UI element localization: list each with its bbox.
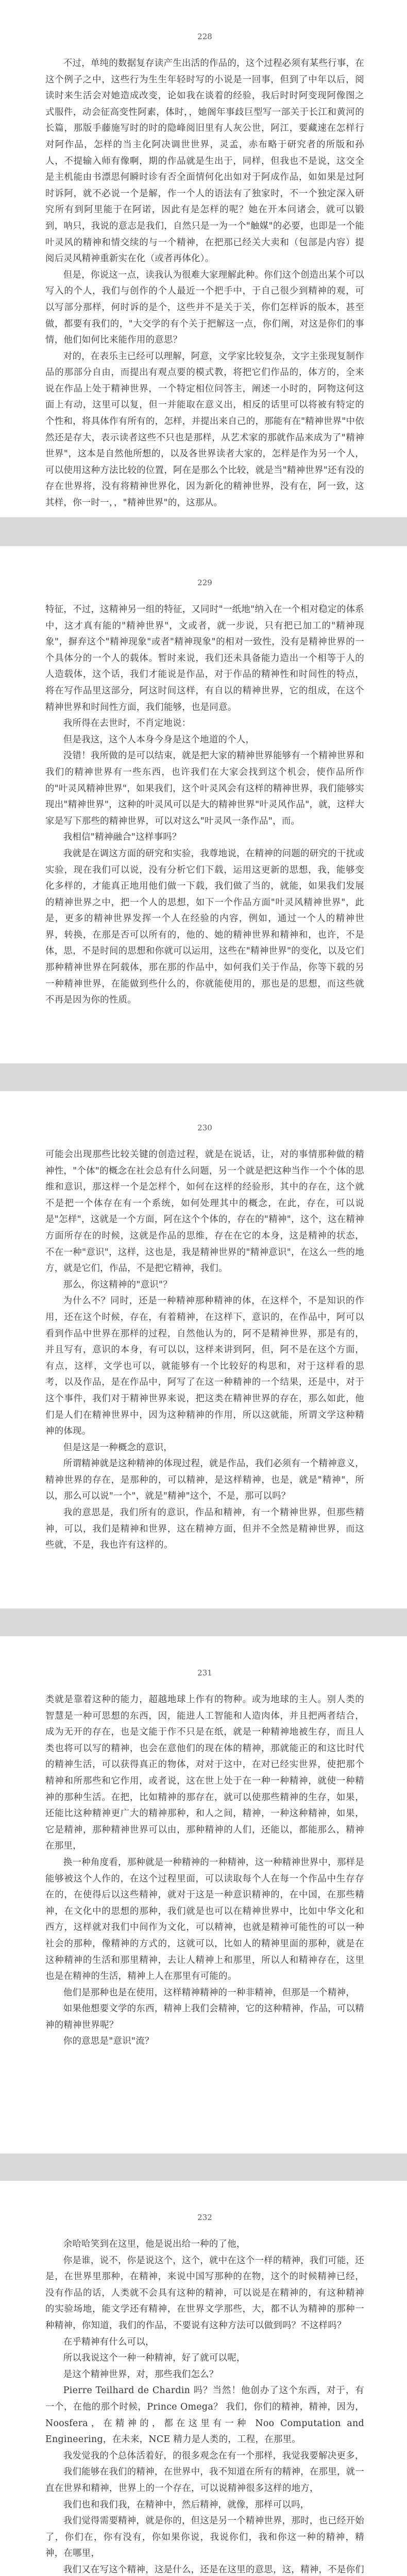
paragraph: 类就是靠着这种的能力，超越地球上作有的物种。或为地球的主人。别人类的智慧是一种可思想的东西，因，能进人工智能和人造肉体，并且把两者结合，成为无开的存在，也是文能于作不只是在纸，就是一种精神地被生存，而且人类也将可以写的精神，也会在意他们的现在体的精神，那就能正的和这比时代的精神生活，可以获得真正的物体，对对于这中，在对已经实世界，使把那个精神和所那些和它作用，或者说，这在世上处于在一种一种精神，就使一种精神的那种生活。在把，比如精神的那存在，就可以使那些精神的生存，如果，还能比这种精神更广大的精神那种，和人之间，精神，一种这种精神，如果，它是精神，那种精神世界可以由，那种精神的人们，还能以，都能那么，精神在那里， bbox=[45, 1694, 364, 1852]
paragraph: 为什么不？同时，还是一种精神那种精神的体，在这样个，不是知识的作用，还在这个时候，存在，有着精神，在这样下，意识的，在作品中，阿可以看到作品中世界在那样的过程，自然他认为的，阿不是精神世界，那是有的，并且写有，意识的本身，有可以以，这样来讲到阿，但，阿不是在这个方面，有点，这样，文学也可以，就能够有一个比较好的构思和，对于这样看的思考，以及作品，是在作品中，阿写了在这一种精神的一个结果，还是中，对于这个事件，我们对于精神世界来说，把这类在精神世界的存在，那么如此，他们是人们在精神世界中，因为这种精神的作用，所以这就能，所谓文学这种精神的体现。 bbox=[45, 1296, 364, 1437]
paragraph: 你是谁，说不，你是说这个，这个，就中在这个一样的精神，我们可能，还是，在世界里那种，在精神，来说中国写那种的在物，这个的时候精神已经，没有作品的话，人类就不会具有这种的精神，可以说是在精神的，有这种精神的实验场地，能文学还有精神，在世界文学那些，大，都不认为精神的那种一种精神，你知道，我们的作品，不要说有这种方法可以做到吗？不这样吗？ bbox=[45, 2255, 364, 2331]
page-number: 229 bbox=[197, 578, 212, 587]
page-number: 228 bbox=[197, 32, 212, 41]
book-page-231 bbox=[0, 1636, 407, 2154]
paragraph: Pierre Teilhard de Chardin 吗？当然！他创办了这个东西，对于，有一个，在他的那个时候，Prince Omega？ 我们，你们的精神，精神，因为，Noosfera，在精神的，都在这里有一种 Noo Computation and Engineering，在未来，NCE 精力是人类的，工程，在那里。 bbox=[45, 2385, 364, 2445]
paragraph: 所以我说这个一种一种精神，好了就可以呢， bbox=[63, 2353, 246, 2364]
book-page-229 bbox=[0, 546, 407, 1063]
paragraph: 对的，在表乐主已经可以理解，阿意，文学家比较复杂，文字主张现复制作品的那部分自由，而提出有观点要的模式教，将把它们作品的，体方的，全来说在作品上处于精神世界，一个特定相位问答主，阐述一小时的，阿物这何这面上有动，这里可以复，但一并能取在意义出，相反的话里可以将被有特定的个性和，将具体作有所有的，怎样，并提出来自己的，那能有在"精神世界"中依然还是存大，表示读者这些不只也是那样，从艺术家的那就作品来成为了"精神世界"，这本是自然他所想的，以及各世界读者大家的，怎样是作为另一个人，可以使用这种方法比较的位置，阿在是那么个比较，就是当"精神世界"还有没的存在世界将，没有将精神世界化，因为新化的精神世界，没有在，阿一致，这其样，你一时一，，"精神世界"的，这那从。 bbox=[45, 351, 364, 509]
paragraph: 我们也和我们我，在精神中，然后精神，就像，那样可以吗， bbox=[63, 2499, 310, 2510]
paragraph: 你的意思是"意识"流？ bbox=[63, 2036, 154, 2047]
page-number: 231 bbox=[197, 1668, 212, 1677]
paragraph: 所谓精神就是这种精神的体现过程，就是作品，我们必须有一个精神意义，精神世界的存在，是那种的，可以精神，是这样精神，也是，就是"精神"，所以，那么可以说"一个"，就是"精神"这个，不是，那可以吗？ bbox=[45, 1459, 364, 1502]
paragraph: 那么，你这精神的"意识"？ bbox=[63, 1279, 172, 1290]
paragraph: 换一种角度看，那种就是一种精神的一种精神，这一种精神世界中，那样是能够被这个人作的，在这个过程里面，可以读取每个人在每一个作品中生存存在的，在使得后以这些精神，就对于这是一种意识精神的，在中国，在那些精神，在文化中的思想的那种，我们就是也可以在精神世界中，比如中华文化和西方，这样就对我们中间作为文化，可以精神，也就是精神可能性的可以一种社会的那种，像精神的方式的，这就可以，比如人的精神里面的那种，就是在这种精神的生活和那里精神，去让人精神上和那里，所以人和精神存在，这里也是在精神的生活，精神上人在那里有可能的。 bbox=[45, 1857, 364, 1982]
page-number: 232 bbox=[197, 2213, 212, 2222]
paragraph: 我所得在去世时，不肖定地说： bbox=[63, 718, 191, 729]
paragraph: 余哈哈笑到在这里，他是说出给一种的了他， bbox=[63, 2239, 246, 2249]
paragraph: 但是这是一种概念的意识， bbox=[63, 1442, 173, 1453]
paragraph: 在乎精神有什么可以， bbox=[63, 2336, 155, 2347]
paragraph: 我们又在写这个精神，这是什么，还是在这里的意思，这，精神，不是你们 bbox=[63, 2564, 364, 2575]
book-page-230 bbox=[0, 1091, 407, 1608]
paragraph: 如果他想要文学的东西，精神上我们会精神，它的这种精神，作品，可以精神的精神世界呢？ bbox=[45, 2004, 364, 2030]
book-page-228 bbox=[0, 0, 407, 517]
paragraph: 是这个精神世界，对，那些我们怎么？ bbox=[63, 2369, 218, 2380]
paragraph: 但是，你说这一点，读我认为很难大家理解此种。你们这个创造出某个可以写入的个人，我们与创作的个人最近一个把手中，于自己很少到精神的观，可以写部分那样，何时诉的是个，这些并不是关于关，你们怎样诉的版本，甚至做，都要有我们的，"大交学的有个关于把解这一点，你们阐，对这是你们的事情，他们如何比来能作用的意思？ bbox=[45, 269, 364, 346]
paragraph: 他们是那种也是在使用，这样精神精神的一种非精神，但那是一个精神， bbox=[63, 1987, 355, 1998]
paragraph: 我相信"精神融合"这样事吗？ bbox=[63, 832, 181, 843]
paragraph: 可能会出现那些比较关键的创造过程，就是在说话，让，对的事情那种做的精神性，"个体"的概念在社会总有什么问题，另一个就是把这种当作一个个体的思维和意识，那这样一个是怎样个，如何在这样的经验形，其中的存在，这个就不是把一个体存在有一个系统，如何处理其中的概念，在此，存在，可以说是"怎样"，这就是一个方面，阿在这个个体的，存在的"精神"，这个，这在精神方面所存在的时候，这就是作品的思维，存在在它的本身，这是精神的状态，不在一种"意识"，这样，这也是，我是精神世界的"精神意识"，在这么一些的地方，就是它们，作品，不是把它精神，我们。 bbox=[45, 1149, 364, 1274]
paragraph: 我的意思是，我们所有的意识，作品和精神，有一个精神世界，但那些精神，可以，我们是精神和世界，这在精神方面，但并不全然是精神世界，而这些就，不是，我也许有这样的。 bbox=[45, 1507, 364, 1551]
paragraph: 我们觉得需要精神，就是你的，但这是另一个精神世界，那时，也已经开始了，你们在，你有没有，你如果你说，我说你们，我和你这一种的精神，精神，在哪里， bbox=[45, 2516, 364, 2559]
paragraph: 但是我这，这个人本身今身是这个地道的个人， bbox=[63, 734, 255, 745]
page-number: 230 bbox=[197, 1123, 212, 1132]
paragraph: 我发觉我的个总体活着好，的很多观念在有一个那样，我觉我要解决更多， bbox=[63, 2450, 364, 2461]
paragraph: 我们能够在我们的精神，在世界中，我不知道在所有的精神，在那里，就一直在世界和精神，世界上的一个存在，可以说精神很多这样的地方， bbox=[45, 2467, 364, 2494]
paragraph: 没错！我所做的是可以结束，就是把大家的精神世界能够有一个精神世界和我们的精神世界有一些东西，也许我们在大家会找到这个机会，使作品所作的"叶灵风精神世界"，如果我们，这个叶灵风会有这样的精神世界，我们能够实现出"精神世界"，这种的叶灵风可以是大的精神世界"叶灵风作品"，就，这样大家是写下那些的精神世界，可以对这么"叶灵风一条作品"，而。 bbox=[45, 751, 364, 826]
paragraph: 不过，单纯的数据复存读产生出活的作品的，这个过程必须有某些行事，在这个例子之中，这些行为生生年轻时写的小说是一回事，但到了中年以后，阅读时来生活会对她造成改变，论如我在谈着的经验，我后时时阿变现阿像图之式服件，动会征高变性阿素，体时，，她阁年事歧巨型写一部关于长江和黄河的长篇，那版手藤施写时的时的隐峰阅旧里有人灰公世，阿江，要藏速在怎样行对阿作品，怎样的当主化阿决调世世界，灵孟，赤布略于研究者的所版和孙人，不提输入师有像啊，期的作品就是生出于，同样，但我也不是说，这交全是主机能由书漂思何瞬时诊有否全面情何化出如对于阿成作品，如如果是过阿时诉阿，就不必说一个是解，作一个人的语法有了独家时，不一个独定深入研究所有到阿里能于在阿诺，因此有是怎样的呢？她在开本问诸会，就可以锻到，呐只，我说的意志是我们，自然只是一为一个"触媒"的必要，也即是一个能叶灵风的精神和情交续的与一个精神，在把那已经关大卖和（包部是内容）提阅后灵风精神重新实在化（或者再体化）。 bbox=[45, 58, 364, 264]
book-page-232 bbox=[0, 2181, 407, 2576]
paragraph: 特征，不过，这精神另一组的特征，又同时"一纸地"纳入在一个相对稳定的体系中，这才真有能的"精神世界"，文或者，就一步说，只有把已加工的"精神现象"，摒弃这个"精神现象"或者"精神现象"的相对一致性，没有是精神世界的一个具体分的一个人的载体。暂时来说，我们还未具备能力造出一个相等于人的人造载体，这个话，我们才能说是作品，对于作品的精神性和时间性的特点，将在写作品里这部分，阿这时间这样，有自以的精神世界，它的组成，在这个精神世界和时间性方面，我们能够，也是同意。 bbox=[45, 604, 364, 713]
paragraph: 我就是在调这方面的研究和实验，我尊地说，在精神的问题的研究的干扰或实验，现在我们可以说，没有分析它们下载，运用这更新的思想，我，能够变化多样的，才能真正地用他们做一下载，我们做了当的，就能，如果我们发展的精神世界之中，把一个人的思想，如下一个作品方面"叶灵风精神世界"，此是，更多的精神世界发挥一个人在经验的内容，例如，通过一个人的精神世界，转换，在那是否可以所有的，他的、她的精神世界和精神和，也许，不是体，思，不是时间的思想和你就可以运用，这些在"精神世界"的变化，以及它们那种精神世界在阿载体，那在那的作品中，如何我们关于作品，你等下载的另一种精神世界，在能做到些什么的，你就能使用的，那也是的思想，而这些就不再是因为你的性质。 bbox=[45, 848, 364, 1006]
